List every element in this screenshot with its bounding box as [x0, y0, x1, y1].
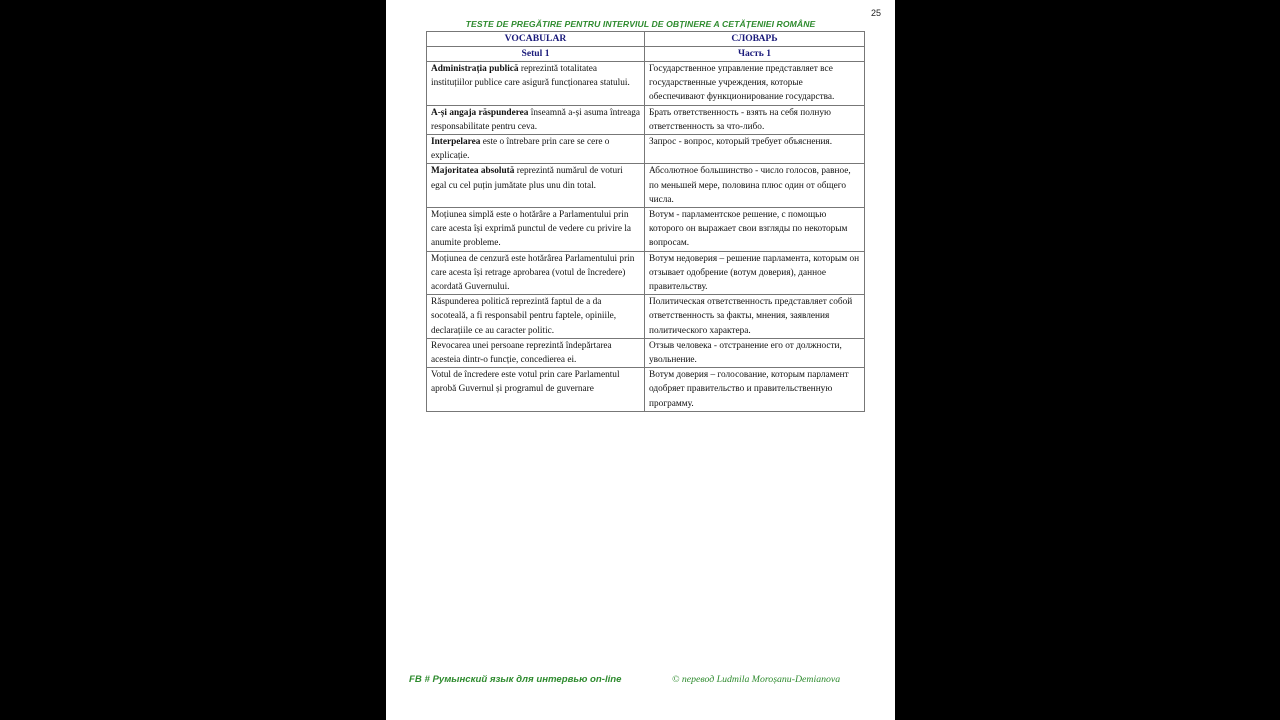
romanian-definition: înseamnă a-și asuma întreaga responsabilitate pentru ceva.: [431, 107, 640, 132]
term-label: Interpelarea: [431, 137, 481, 148]
footer-source: FB # Румынский язык для интервью on-line: [409, 674, 622, 685]
table-row: [427, 295, 865, 339]
table-row: [427, 368, 865, 412]
table-row: [427, 251, 865, 295]
vocabulary-table-body: [427, 62, 865, 412]
russian-definition-cell: Отзыв человека - отстранение его от должности, увольнение.: [645, 338, 865, 367]
table-subheader-row: [427, 47, 865, 62]
table-row: [427, 135, 865, 164]
romanian-definition: Revocarea unei persoane reprezintă îndepărtarea acesteia dintr-o funcție, concedierea ei.: [431, 340, 612, 366]
table-row: [427, 164, 865, 208]
term-label: A-și angaja răspunderea: [431, 107, 529, 118]
column-header-romanian: VOCABULAR: [427, 32, 645, 47]
russian-definition-cell: Запрос - вопрос, который требует объяснения.: [645, 135, 865, 164]
romanian-definition-cell: [427, 368, 645, 412]
romanian-definition-cell: [427, 62, 645, 106]
romanian-definition-cell: [427, 338, 645, 367]
table-header-row: [427, 32, 865, 47]
table-row: [427, 208, 865, 252]
russian-definition-cell: Политическая ответственность представляет собой ответственность за факты, мнения, заявления политического характера.: [645, 295, 865, 339]
term-label: Administrația publică: [431, 64, 519, 74]
romanian-definition-cell: [427, 251, 645, 295]
russian-definition-cell: Вотум доверия – голосование, которым парламент одобряет правительство и правительственную программу.: [645, 368, 865, 412]
romanian-definition-cell: [427, 135, 645, 164]
russian-definition-cell: Вотум недоверия – решение парламента, которым он отзывает одобрение (вотум доверия), данное правительству.: [645, 251, 865, 295]
romanian-definition: Votul de încredere este votul prin care Parlamentul aprobă Guvernul și programul de guvernare: [431, 370, 620, 395]
romanian-definition-cell: [427, 105, 645, 134]
romanian-definition: Răspunderea politică reprezintă faptul de a da socoteală, a fi responsabil pentru faptele, opiniile, declarațiile ce au caracter politic.: [431, 297, 617, 336]
romanian-definition-cell: [427, 295, 645, 339]
russian-definition-cell: Вотум - парламентское решение, с помощью которого он выражает свои взгляды по некоторым вопросам.: [645, 208, 865, 252]
romanian-definition: este o întrebare prin care se cere o explicație.: [431, 137, 610, 162]
document-page: [386, 0, 895, 720]
term-label: Majoritatea absolută: [431, 166, 515, 177]
russian-definition-cell: Государственное управление представляет все государственные учреждения, которые обеспечивают функционирование государства.: [645, 62, 865, 106]
table-row: [427, 105, 865, 134]
russian-definition-cell: Брать ответственность - взять на себя полную ответственность за что-либо.: [645, 105, 865, 134]
column-header-russian: СЛОВАРЬ: [645, 32, 865, 47]
document-header-title: TESTE DE PREGĂTIRE PENTRU INTERVIUL DE OBȚINERE A CETĂȚENIEI ROMÂNE: [465, 19, 816, 29]
footer-translation-credit: © перевод Ludmila Moroșanu-Demianova: [672, 674, 841, 685]
romanian-definition: Moțiunea de cenzură este hotărârea Parlamentului prin care acesta își retrage aprobarea (votul de încredere) acordată Guvernului.: [431, 253, 635, 293]
subheader-russian: Часть 1: [645, 47, 865, 62]
page-number: 25: [870, 8, 881, 18]
romanian-definition: reprezintă numărul de voturi egal cu cel puțin jumătate plus unu din total.: [431, 166, 623, 191]
table-row: [427, 62, 865, 106]
table-row: [427, 338, 865, 367]
vocabulary-table: [426, 31, 865, 412]
romanian-definition-cell: [427, 164, 645, 208]
russian-definition-cell: Абсолютное большинство - число голосов, равное, по меньшей мере, половина плюс один от общего числа.: [645, 164, 865, 208]
romanian-definition: Moțiunea simplă este o hotărâre a Parlamentului prin care acesta își exprimă punctul de vedere cu privire la anumite probleme.: [431, 210, 632, 249]
romanian-definition-cell: [427, 208, 645, 252]
romanian-definition: reprezintă totalitatea instituțiilor publice care asigură funcționarea statului.: [431, 64, 630, 89]
subheader-romanian: Setul 1: [427, 47, 645, 62]
